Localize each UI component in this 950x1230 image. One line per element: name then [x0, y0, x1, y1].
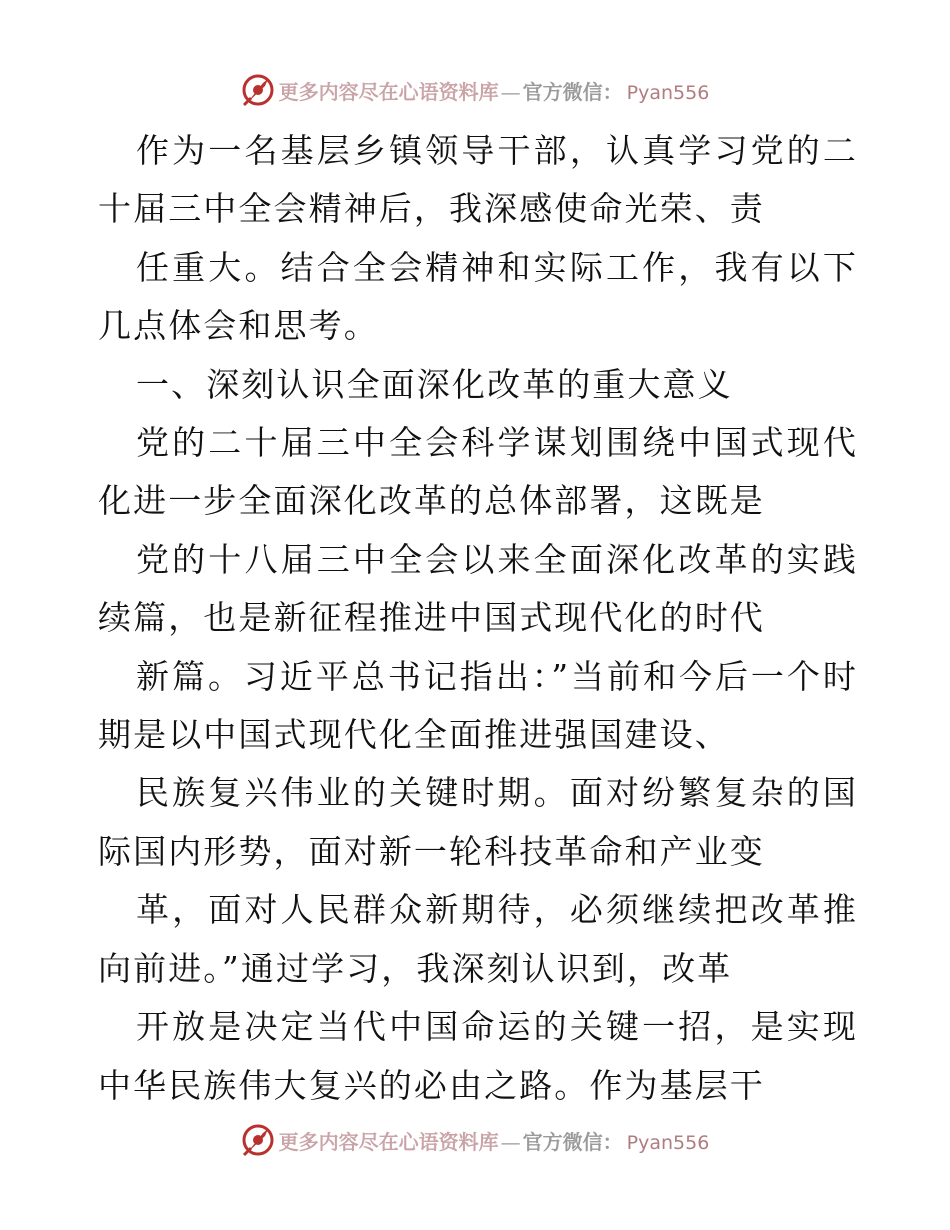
section-heading: 一、深刻认识全面深化改革的重大意义: [136, 364, 733, 404]
watermark-account: Pyan556: [626, 1131, 710, 1154]
watermark-prefix: 更多内容尽在心语资料库: [278, 1129, 499, 1154]
watermark-prefix: 更多内容尽在心语资料库: [278, 79, 499, 104]
watermark-header: [0, 70, 950, 110]
watermark-text: [279, 76, 710, 105]
document-body: [98, 122, 858, 1115]
paragraph: 任重大。结合全会精神和实际工作，我有以下几点体会和思考。: [98, 247, 858, 346]
paragraph: 作为一名基层乡镇领导干部，认真学习党的二十届三中全会精神后，我深感使命光荣、责: [98, 131, 858, 229]
quill-logo-icon: [241, 1123, 275, 1157]
paragraph: 开放是决定当代中国命运的关键一招，是实现中华民族伟大复兴的必由之路。作为基层干: [98, 1007, 858, 1105]
watermark-text: [279, 1126, 710, 1155]
paragraph: 革，面对人民群众新期待，必须继续把改革推向前进。”通过学习，我深刻认识到，改革: [98, 890, 858, 988]
watermark-footer: [0, 1120, 950, 1160]
paragraph: 党的十八届三中全会以来全面深化改革的实践续篇，也是新征程推进中国式现代化的时代: [98, 539, 858, 638]
paragraph: 民族复兴伟业的关键时期。面对纷繁复杂的国际国内形势，面对新一轮科技革命和产业变: [98, 773, 858, 871]
paragraph: 党的二十届三中全会科学谋划围绕中国式现代化进一步全面深化改革的总体部署，这既是: [98, 423, 858, 521]
paragraph: 新篇。习近平总书记指出：”当前和今后一个时期是以中国式现代化全面推进强国建设、: [98, 656, 858, 755]
watermark-suffix: 官方微信：: [522, 79, 623, 104]
quill-logo-icon: [241, 73, 275, 107]
watermark-dash: —: [500, 79, 521, 104]
watermark-dash: —: [500, 1129, 521, 1154]
watermark-suffix: 官方微信：: [522, 1129, 623, 1154]
watermark-account: Pyan556: [626, 81, 710, 104]
